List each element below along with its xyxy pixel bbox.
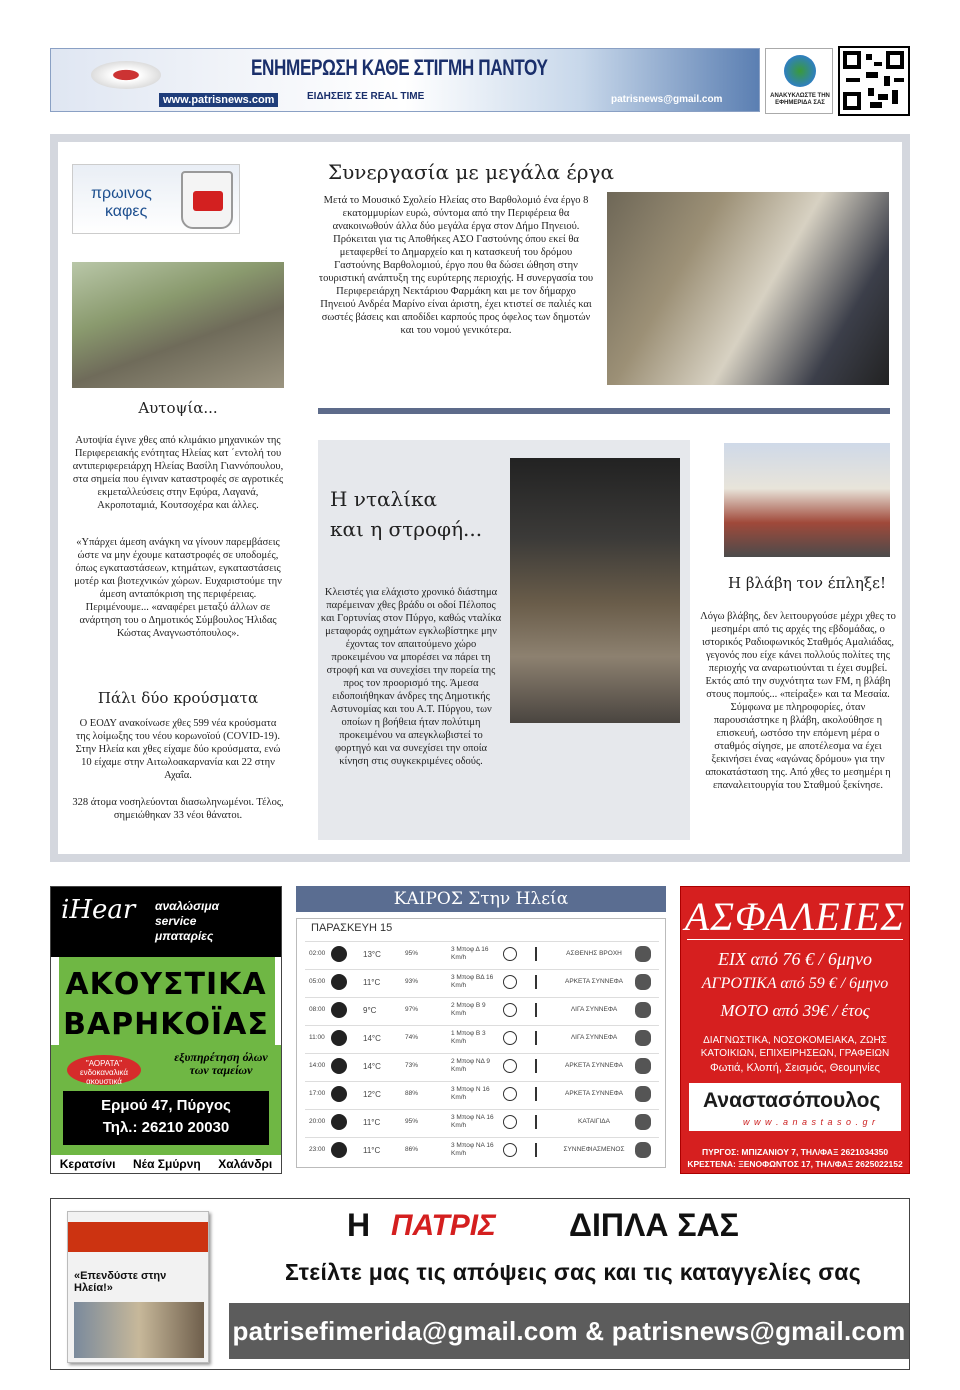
ad1-location: Χαλάνδρι: [218, 1157, 273, 1171]
ntalika-title-line2: και η στροφή...: [330, 517, 483, 541]
wind-turbine-icon: [535, 975, 537, 989]
sky-icon: [331, 974, 347, 990]
sky-icon: [331, 1114, 347, 1130]
weather-wind: 1 Μποφ Β 3 Km/h: [451, 1030, 486, 1045]
bottom-emails[interactable]: patrisefimerida@gmail.com & patrisnews@gmail.com: [229, 1303, 909, 1359]
weather-temp: 11°C: [363, 1146, 381, 1155]
weather-desc: ΑΡΚΕΤΑ ΣΥΝΝΕΦΑ: [564, 1062, 624, 1069]
column-logo-line1: πρωινος: [91, 185, 152, 202]
sky-icon: [331, 1058, 347, 1074]
anastasopoulos-logo: [689, 1083, 901, 1131]
ntalika-body: Κλειστές για ελάχιστο χρονικό διάστημα παρέμειναν χθες βράδυ οι οδοί Πέλοπος και Γορτυνίας στον Πύργο, καθώς νταλίκα μεταφοράς οχημάτων εγκλωβίστηκε μην έχοντας τον απαιτούμενο χώρο προκειμένου να μπορέσει να πάρει τη στροφή και να συνεχίσει την πορεία της προς τον προορισμό της. Άμεσα ειδοποιήθηκαν άνδρες της Δημοτικής Αστυνομίας και του Α.Τ. Πύργου, των οποίων η βοήθεια ήταν πολύτιμη προκειμένου να απεγκλωβιστεί το φορτηγό και να συνεχίσει την οποία κίνηση στις συγκεκριμένες οδούς.: [320, 587, 502, 767]
weather-time: 23:00: [309, 1146, 326, 1153]
weather-time: 05:00: [309, 978, 326, 985]
sky-icon: [331, 1030, 347, 1046]
ad1-brand-line1: ΑΚΟΥΣΤΙΚΑ: [65, 967, 267, 1002]
weather-humidity: 73%: [405, 1062, 419, 1069]
weather-row: [305, 969, 659, 995]
vlavi-body: Λόγω βλάβης, δεν λειτουργούσε μέχρι χθες το μεσημέρι από τις αρχές της εβδομάδας, ο ιστορικός Ραδιοφωνικός Σταθμός Αμαλιάδας, γεγονός που είχε κάνει πολλούς πολίτες της περιοχής να αναρωτιούνται τι έχει συμβεί. Εκτός από την συχνότητα των FM, η βλάβη στους πομπούς... «πείραξε» και τα Μεσαία. Σύμφωνα με πληροφορίες, όταν παρουσιάστηκε η βλάβη, ακολούθησε η επισκευή, ωστόσο την επόμενη μέρα ο σταθμός σίγησε, με αποτέλεσμα να έχει ξεκινήσει ένας «αγώνας δρόμου» για την αποκατάσταση της. Από χθες το μεσημέρι η επαναλειτουργία του Σταθμού ξεκίνησε.: [700, 611, 896, 791]
weather-humidity: 86%: [405, 1146, 419, 1153]
column-logo: [72, 164, 240, 234]
weather-time: 11:00: [309, 1034, 325, 1041]
weather-time: 14:00: [309, 1062, 326, 1069]
synergasia-body: Μετά το Μουσικό Σχολείο Ηλείας στο Βαρθολομιό ένα έργο 8 εκατομμυρίων ευρώ, σύντομα από την Περιφέρεια θα ανακοινωθούν άλλα δύο μεγάλα έργα στον Δήμο Πηνειού. Πρόκειται για τις Αποθήκες ΑΣΟ Γαστούνης όπου εκεί θα μεταφερθεί το Δημαρχείο και η κατασκευή του δρόμου Γαστούνης Βαρθολομιού, έργο που θα δώσει ώθηση στην τουριστική ανάπτυξη της ευρύτερης περιοχής. Η συνεργασία του Περιφερειάρχη Νεκτάριου Φαρμάκη και με τον δήμαρχο Πηνειού Ανδρέα Μαρίνο είναι άριστη, έχει κτιστεί σε παλιές και σωστές βάσεις και αποδίδει καρπούς προς όφελος των δημοτών και του νομού γενικότερα.: [318, 195, 594, 336]
inspection-photo: [72, 262, 284, 388]
ad1-location: Νέα Σμύρνη: [132, 1157, 201, 1171]
weather-wind: 2 Μποφ Β 9 Km/h: [451, 1002, 486, 1017]
weather-row: [305, 941, 659, 967]
weather-wind: 3 Μποφ ΒΔ 16 Km/h: [451, 974, 494, 989]
recycle-icon: [784, 55, 816, 87]
aytopsia-title: Αυτοψία...: [138, 399, 218, 417]
qr-code-icon[interactable]: [838, 46, 910, 116]
wind-direction-icon: [503, 975, 517, 989]
weather-temp: 14°C: [363, 1034, 381, 1043]
weather-humidity: 97%: [405, 1006, 419, 1013]
ad3-desc1: ΔΙΑΓΝΩΣΤΙΚΑ, ΝΟΣΟΚΟΜΕΙΑΚΑ, ΖΩΗΣ: [703, 1035, 887, 1046]
ad1-location: Κερατσίνι: [59, 1157, 116, 1171]
weather-time: 20:00: [309, 1118, 326, 1125]
patris-logo: ΠΑΤΡΙΣ: [391, 1209, 496, 1242]
cloud-icon: [635, 974, 651, 990]
weather-widget: [296, 886, 666, 1174]
paper-headline: «Επενδύστε στην Ηλεία!»: [74, 1270, 167, 1294]
header-site-link[interactable]: www.patrisnews.com: [159, 93, 278, 107]
ad1-locations: [51, 1155, 281, 1173]
weather-wind: 3 Μποφ Ν 16 Km/h: [451, 1086, 490, 1101]
weather-temp: 9°C: [363, 1006, 377, 1015]
sky-icon: [331, 946, 347, 962]
insurance-ad[interactable]: [680, 886, 910, 1174]
ad1-badge: "ΑΟΡΑΤΑ" ενδοκαναλικά ακουστικά: [67, 1055, 141, 1085]
weather-temp: 11°C: [363, 978, 381, 987]
ad1-features: [155, 899, 219, 944]
weather-table: [296, 918, 666, 1168]
bottom-subtitle: Στείλτε μας τις απόψεις σας και τις καταγγελίες σας: [285, 1259, 861, 1285]
weather-desc: ΣΥΝΝΕΦΙΑΣΜΕΝΟΣ: [563, 1146, 625, 1153]
ad3-footer2: ΚΡΕΣΤΕΝΑ: ΞΕΝΟΦΩΝΤΟΣ 17, ΤΗΛ/ΦΑΞ 2625022152: [687, 1159, 903, 1169]
weather-wind: 2 Μποφ ΝΔ 9 Km/h: [451, 1058, 490, 1073]
ntalika-title-line1: Η νταλίκα: [330, 487, 438, 511]
weather-wind: 3 Μποφ ΝΑ 16 Km/h: [451, 1114, 494, 1129]
ad3-desc2: ΚΑΤΟΙΚΙΩΝ, ΕΠΙΧΕΙΡΗΣΕΩΝ, ΓΡΑΦΕΙΩΝ: [700, 1048, 890, 1059]
weather-humidity: 93%: [405, 978, 419, 985]
weather-row: [305, 997, 659, 1023]
cloud-icon: [635, 1002, 651, 1018]
truck-photo: [510, 458, 680, 723]
wind-direction-icon: [503, 1003, 517, 1017]
station-building-photo: [724, 443, 890, 557]
ad1-address: Ερμού 47, Πύργος: [101, 1097, 231, 1114]
cloud-icon: [635, 1086, 651, 1102]
wind-direction-icon: [503, 1031, 517, 1045]
ihear-logo: iHear: [61, 895, 136, 925]
ad1-service: εξυπηρέτηση όλων των ταμείων: [174, 1050, 268, 1077]
ad1-feature: αναλώσιμα: [155, 899, 220, 913]
ad1-phone: Τηλ.: 26210 20030: [102, 1119, 230, 1136]
wind-turbine-icon: [535, 1143, 537, 1157]
aytopsia-p2: «Υπάρχει άμεση ανάγκη να γίνουν παρεμβάσεις ώστε να μην έχουμε καταστροφές σε υποδομές, όπως εγκαταστάσεων, κτημάτων, εγκαταστάσεις μοτέρ και βιοτεχνικών χώρων. Ευχαριστούμε την άμεση ανταπόκριση της περιφέρειας. Περιμένουμε... «αναφέρει μεταξύ άλλων σε ανάρτηση του ο Δημοτικός Σύμβουλος Ήλιδας Κώστας Αναγνωστόπουλος».: [74, 537, 282, 639]
weather-row: [305, 1053, 659, 1079]
ad1-feature: service: [155, 914, 197, 928]
weather-row: [305, 1109, 659, 1135]
sky-icon: [331, 1142, 347, 1158]
header-email[interactable]: patrisnews@gmail.com: [611, 94, 723, 105]
krousmata-title: Πάλι δύο κρούσματα: [97, 689, 259, 707]
sky-icon: [331, 1086, 347, 1102]
column-logo-line2: καφες: [105, 203, 148, 220]
section-divider: [318, 408, 890, 414]
weather-desc: ΑΣΘΕΝΗΣ ΒΡΟΧΗ: [566, 950, 622, 957]
weather-temp: 13°C: [363, 950, 381, 959]
weather-temp: 11°C: [363, 1118, 381, 1127]
weather-row: [305, 1081, 659, 1107]
ad3-title: ΑΣΦΑΛΕΙΕΣ: [684, 894, 906, 939]
ad1-brand-line2: ΒΑΡΗΚΟΪΑΣ: [63, 1007, 269, 1042]
wind-turbine-icon: [535, 1031, 537, 1045]
weather-row: [305, 1137, 659, 1163]
weather-wind: 3 Μποφ ΝΑ 16 Km/h: [451, 1142, 494, 1157]
ad3-website[interactable]: w w w . a n a s t a s o . g r: [743, 1117, 877, 1127]
weather-humidity: 95%: [405, 950, 419, 957]
ad1-feature: μπαταρίες: [155, 929, 214, 943]
wind-turbine-icon: [535, 947, 537, 961]
weather-day: ΠΑΡΑΣΚΕΥΗ 15: [311, 922, 393, 934]
bottom-banner: [50, 1198, 910, 1370]
bottom-h-prefix: Η: [347, 1207, 371, 1243]
ad3-line3: ΜΟΤΟ από 39€ / έτος: [720, 1001, 870, 1020]
hearing-aid-ad[interactable]: [50, 886, 282, 1174]
weather-desc: ΑΡΚΕΤΑ ΣΥΝΝΕΦΑ: [564, 978, 624, 985]
weather-time: 17:00: [309, 1090, 326, 1097]
weather-humidity: 74%: [405, 1034, 419, 1041]
weather-time: 02:00: [309, 950, 326, 957]
ntalika-title: [330, 484, 506, 544]
aytopsia-p1: Αυτοψία έγινε χθες από κλιμάκιο μηχανικών της Περιφερειακής ενότητας Ηλείας κατ ΄εντολή του αντιπεριφερειάρχη Ηλείας Βασίλη Γιαννόπουλου, στα σημεία που έγιναν καταστροφές σε αγροτικές εκμεταλλεύσεις στην Εφύρα, Λαγανά, Ακροποταμιά, Κουτσοχέρα και άλλες.: [72, 435, 284, 511]
weather-humidity: 95%: [405, 1118, 419, 1125]
header-slogan: ΕΝΗΜΕΡΩΣΗ ΚΑΘΕ ΣΤΙΓΜΗ ΠΑΝΤΟΥ: [251, 55, 548, 80]
weather-desc: ΛΙΓΑ ΣΥΝΝΕΦΑ: [570, 1006, 618, 1013]
ad3-line2: ΑΓΡΟΤΙΚΑ από 59 € / 6μηνο: [701, 975, 889, 992]
ad3-footer1: ΠΥΡΓΟΣ: ΜΠΙΖΑΝΙΟΥ 7, ΤΗΛ/ΦΑΞ 2621034350: [701, 1147, 889, 1157]
vlavi-title: Η βλάβη τον έπληξε!: [728, 574, 886, 592]
krousmata-p2: 328 άτομα νοσηλεύονται διασωληνωμένοι. Τέλος, σημειώθηκαν 33 νέοι θάνατοι.: [72, 797, 284, 821]
eye-graphic: [91, 61, 161, 89]
cloud-icon: [635, 1114, 651, 1130]
wind-direction-icon: [503, 1059, 517, 1073]
wind-direction-icon: [503, 1087, 517, 1101]
bottom-h-suffix: ΔΙΠΛΑ ΣΑΣ: [569, 1207, 739, 1243]
cloud-icon: [635, 946, 651, 962]
wind-direction-icon: [503, 1143, 517, 1157]
weather-title: ΚΑΙΡΟΣ Στην Ηλεία: [296, 886, 666, 912]
recycle-text: ΑΝΑΚΥΚΛΩΣΤΕ ΤΗΝ ΕΦΗΜΕΡΙΔΑ ΣΑΣ: [770, 93, 830, 106]
newspaper-thumbnail: [67, 1211, 209, 1363]
wind-turbine-icon: [535, 1003, 537, 1017]
weather-temp: 14°C: [363, 1062, 381, 1071]
krousmata-p1: Ο ΕΟΔΥ ανακοίνωσε χθες 599 νέα κρούσματα της λοίμωξης του νέου κορωνοϊού (COVID-19). Στην Ηλεία και χθες είχαμε δύο κρούσματα, ενώ 10 είχαμε στην Αιτωλοακαρνανία και 22 στην Αχαΐα.: [75, 718, 281, 781]
cloud-icon: [635, 1142, 651, 1158]
wind-turbine-icon: [535, 1087, 537, 1101]
weather-humidity: 88%: [405, 1090, 419, 1097]
weather-wind: 3 Μποφ Δ 16 Km/h: [451, 946, 489, 961]
ad3-line1: ΕΙΧ από 76 € / 6μηνο: [718, 949, 872, 969]
coffee-cup-icon: [181, 171, 233, 229]
ad1-top: [51, 887, 281, 957]
weather-time: 08:00: [309, 1006, 326, 1013]
ad3-desc3: Φωτιά, Κλοπή, Σεισμός, Θεομηνίες: [710, 1062, 880, 1074]
ad3-company: Αναστασόπουλος: [703, 1089, 881, 1112]
weather-row: [305, 1025, 659, 1051]
weather-desc: ΚΑΤΑΙΓΙΔΑ: [578, 1118, 610, 1125]
officials-photo: [607, 192, 889, 385]
synergasia-title: Συνεργασία με μεγάλα έργα: [327, 160, 615, 184]
weather-desc: ΛΙΓΑ ΣΥΝΝΕΦΑ: [570, 1034, 618, 1041]
wind-direction-icon: [503, 1115, 517, 1129]
recycle-badge: [765, 48, 833, 114]
header-realtime: ΕΙΔΗΣΕΙΣ ΣΕ REAL TIME: [307, 91, 425, 102]
wind-turbine-icon: [535, 1115, 537, 1129]
weather-temp: 12°C: [363, 1090, 381, 1099]
wind-direction-icon: [503, 947, 517, 961]
cloud-icon: [635, 1058, 651, 1074]
sky-icon: [331, 1002, 347, 1018]
header-banner: [50, 48, 760, 112]
weather-desc: ΑΡΚΕΤΑ ΣΥΝΝΕΦΑ: [564, 1090, 624, 1097]
wind-turbine-icon: [535, 1059, 537, 1073]
cloud-icon: [635, 1030, 651, 1046]
